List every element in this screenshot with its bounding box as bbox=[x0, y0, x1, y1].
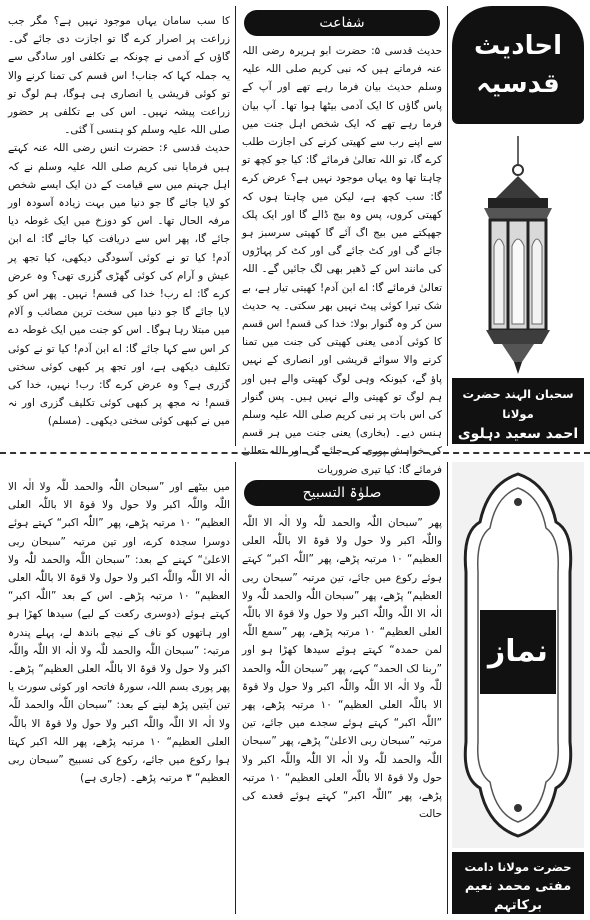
article-paragraph: پھر ”سبحان اللّٰہ والحمد للّٰہ ولا الٰہ الا اللّٰہ واللّٰہ اکبر ولا حول ولا قوۃ الا باللّٰہ العلی العظیم“ ۱۰ مرتبہ پڑھے، پھر ”اللّٰہ اکبر“ کہتے ہوئے رکوع میں جائے، تین مرتبہ ”سبحان ربی العظیم“ پڑھے، پھر ”سبحان اللّٰہ والحمد للّٰہ ولا الٰہ الا اللّٰہ واللّٰہ اکبر ولا حول ولا قوۃ الا باللّٰہ العلی العظیم“ ۱۰ مرتبہ پڑھے، پھر ”سمع اللّٰہ لمن حمدہ“ کہتے ہوئے سیدھا کھڑا ہو اور ”ربنا لک الحمد“ کہے، پھر ”سبحان اللّٰہ والحمد للّٰہ ولا الٰہ الا اللّٰہ واللّٰہ اکبر ولا حول ولا قوۃ الا باللّٰہ العلی العظیم“ ۱۰ مرتبہ پڑھے، پھر ”اللّٰہ اکبر“ کہتے ہوئے سجدے میں جائے، تین مرتبہ ”سبحان ربی الاعلیٰ“ پڑھے، پھر ”سبحان اللّٰہ والحمد للّٰہ ولا الٰہ الا اللّٰہ واللّٰہ اکبر ولا حول ولا قوۃ الا باللّٰہ العلی العظیم“ ۱۰ مرتبہ پڑھے، پھر ”اللّٰہ اکبر“ کہتے ہوئے قعدے کی حالت bbox=[242, 517, 443, 821]
author-line-1: سحبان الہند حضرت مولانا bbox=[462, 387, 574, 421]
article-title: صلوٰۃ التسبیح bbox=[244, 480, 440, 506]
ahadees-qudsia-logo bbox=[452, 6, 584, 124]
article-paragraph: کا سب سامان یہاں موجود نہیں ہے؟ مگر جب زراعت پر اصرار کرے گا تو اجازت دی جائے گی۔ گاؤں کے آدمی نے چونکہ بے تکلفی اور سادگی سے یہ جملہ کہا کہ جناب! اس قسم کی تمنا کرنے والا تو کوئی قریشی یا انصاری ہی ہوگا، ہم لوگ تو زراعت پیشہ نہیں۔ اس کی بے تکلفی پر حضور صلی اللہ علیہ وسلم کو ہنسی آ گئی۔ bbox=[8, 15, 230, 137]
column-rule bbox=[235, 462, 236, 914]
column-rule bbox=[447, 462, 448, 914]
article-title: شفاعت bbox=[244, 10, 440, 36]
column-rule bbox=[447, 6, 448, 446]
namaz-banner bbox=[452, 462, 584, 914]
article-column-left bbox=[8, 12, 230, 444]
ahadees-qudsia-banner bbox=[452, 6, 584, 446]
section-divider bbox=[0, 452, 590, 454]
namaz-word: نماز bbox=[488, 634, 548, 669]
author-caption bbox=[452, 378, 584, 444]
column-rule bbox=[235, 6, 236, 446]
logo-line-1: احادیث bbox=[473, 31, 563, 61]
article-paragraph: حدیث قدسی ۶: حضرت انس رضی اللہ عنہ کہتے ہیں فرمایا نبی کریم صلی اللہ علیہ وسلم نے کہ اہل جہنم میں سے قیامت کے دن ایک ایسے شخص کو لایا جائے گا جو دنیا میں بہت زیادہ آسودہ اور مرفہ الحال تھا۔ اس کو دوزخ میں ایک غوطہ دیا جائے گا، پھر اس سے دریافت کیا جائے گا: اے ابن آدم! کیا تو نے کوئی آسودگی دیکھی، کیا تجھ پر عیش و آرام کی کوئی گھڑی گزری تھی؟ وہ عرض کرے گا: اے رب! خدا کی قسم! نہیں۔ پھر اس کو لایا جائے گا جو دنیا میں سخت ترین مصائب و آلام میں مبتلا رہا ہوگا۔ اس کو جنت میں ایک غوطہ دے کر اس سے کہا جائے گا: اے ابن آدم! کیا تو نے کوئی تکلیف دیکھی ہے، اور تجھ پر کبھی کوئی سختی گزری ہے؟ وہ عرض کرے گا: رب! نہیں، خدا کی قسم! نہ مجھ پر کبھی کوئی تکلیف گزری اور نہ میں نے کبھی کوئی سختی دیکھی۔ (مسلم) bbox=[8, 142, 230, 428]
author-name: مفتی محمد نعیم برکاتہم bbox=[464, 879, 572, 913]
article-column-right bbox=[242, 42, 442, 476]
salatul-tasbeeh-section bbox=[0, 458, 590, 920]
article-column-right bbox=[242, 514, 442, 912]
author-name: احمد سعید دہلوی bbox=[457, 426, 579, 442]
lantern-illustration bbox=[462, 136, 574, 376]
article-column-left bbox=[8, 478, 230, 914]
author-caption bbox=[452, 852, 584, 914]
author-line-1: حضرت مولانا دامت bbox=[464, 860, 572, 874]
logo-line-2: قدسیہ bbox=[476, 69, 560, 99]
article-paragraph: حدیث قدسی ۵: حضرت ابو ہریرہ رضی اللہ عنہ فرماتے ہیں کہ نبی کریم صلی اللہ علیہ وسلم حدیث بیان فرما رہے تھے اور آپ کے پاس گاؤں کا ایک آدمی بیٹھا ہوا تھا۔ آپ بیان فرما رہے تھے کہ ایک شخص اہل جنت میں سے اپنے رب سے کھیتی کرنے کی اجازت طلب کرے گا، تو اللہ تعالیٰ فرمائے گا: کیا جو کچھ تو چاہتا تھا وہ یہاں موجود نہیں ہے؟ عرض کرے گا: سب کچھ ہے، لیکن میں چاہتا ہوں کہ کھیتی کروں، پس وہ بیج ڈالے گا اور ایک پلک جھپکتے میں بیج اگ آئے گا کھیتی سرسبز ہو جائے گی اور کٹ جائے گی اور کٹ کر پہاڑوں کی مانند اس کے ڈھیر بھی لگ جائیں گے۔ اللہ تعالیٰ فرمائے گا: اے ابن آدم! کھیتی تیار ہے، بے شک تیرا کوئی پیٹ نہیں بھر سکتی۔ یہ حدیث سن کر وہ گنوار بولا: خدا کی قسم! اس قسم کا کوئی آدمی یعنی کھیتی کی جنت میں تمنا کرنے والا سوائے قریشی اور انصاری کے نہیں پاؤ گے، کیونکہ وہی لوگ کھیتی والے ہیں اور ہم لوگ تو کھیتی والے نہیں ہیں۔ پس گنوار کی اس بات پر نبی کریم صلی اللہ علیہ وسلم ہنس دیے۔ (بخاری) یعنی جنت میں ہر قسم کی خواہش پوری کی جائے گی اور اللہ تعالیٰ فرمائے گا: کیا تیری ضروریات bbox=[242, 45, 442, 476]
article-paragraph: میں بیٹھے اور ”سبحان اللّٰہ والحمد للّٰہ ولا الٰہ الا اللّٰہ واللّٰہ اکبر ولا حول ولا قوۃ الا باللّٰہ العلی العظیم“ ۱۰ مرتبہ پڑھے، پھر ”اللّٰہ اکبر“ کہتے ہوئے دوسرا سجدہ کرے، اور تین مرتبہ ”سبحان ربی الاعلیٰ“ کہنے کے بعد: ”سبحان اللّٰہ والحمد للّٰہ ولا الٰہ الا اللّٰہ واللّٰہ اکبر ولا حول ولا قوۃ الا باللّٰہ العلی العظیم“ ۱۰ مرتبہ پڑھے۔ اس کے بعد ”اللّٰہ اکبر“ کہتے ہوئے (دوسری رکعت کے لیے) سیدھا کھڑا ہو اور ہاتھوں کو ناف کے نیچے باندھ لے، پہلے پندرہ مرتبہ: ”سبحان اللّٰہ والحمد للّٰہ ولا الٰہ الا اللّٰہ واللّٰہ اکبر ولا حول ولا قوۃ الا باللّٰہ العلی العظیم“ پڑھے۔ پھر پوری بسم اللہ، سورۂ فاتحہ اور کوئی سورت یا تین آیتیں پڑھ لینے کے بعد: ”سبحان اللّٰہ والحمد للّٰہ ولا الٰہ الا اللّٰہ واللّٰہ اکبر ولا حول ولا قوۃ الا باللّٰہ العلی العظیم“ ۱۰ مرتبہ پڑھے، پھر اللہ اکبر کہتا ہوا رکوع میں جائے، رکوع کی تسبیح ”سبحان ربی العظیم“ ۳ مرتبہ پڑھے۔ (جاری ہے) bbox=[8, 481, 231, 785]
